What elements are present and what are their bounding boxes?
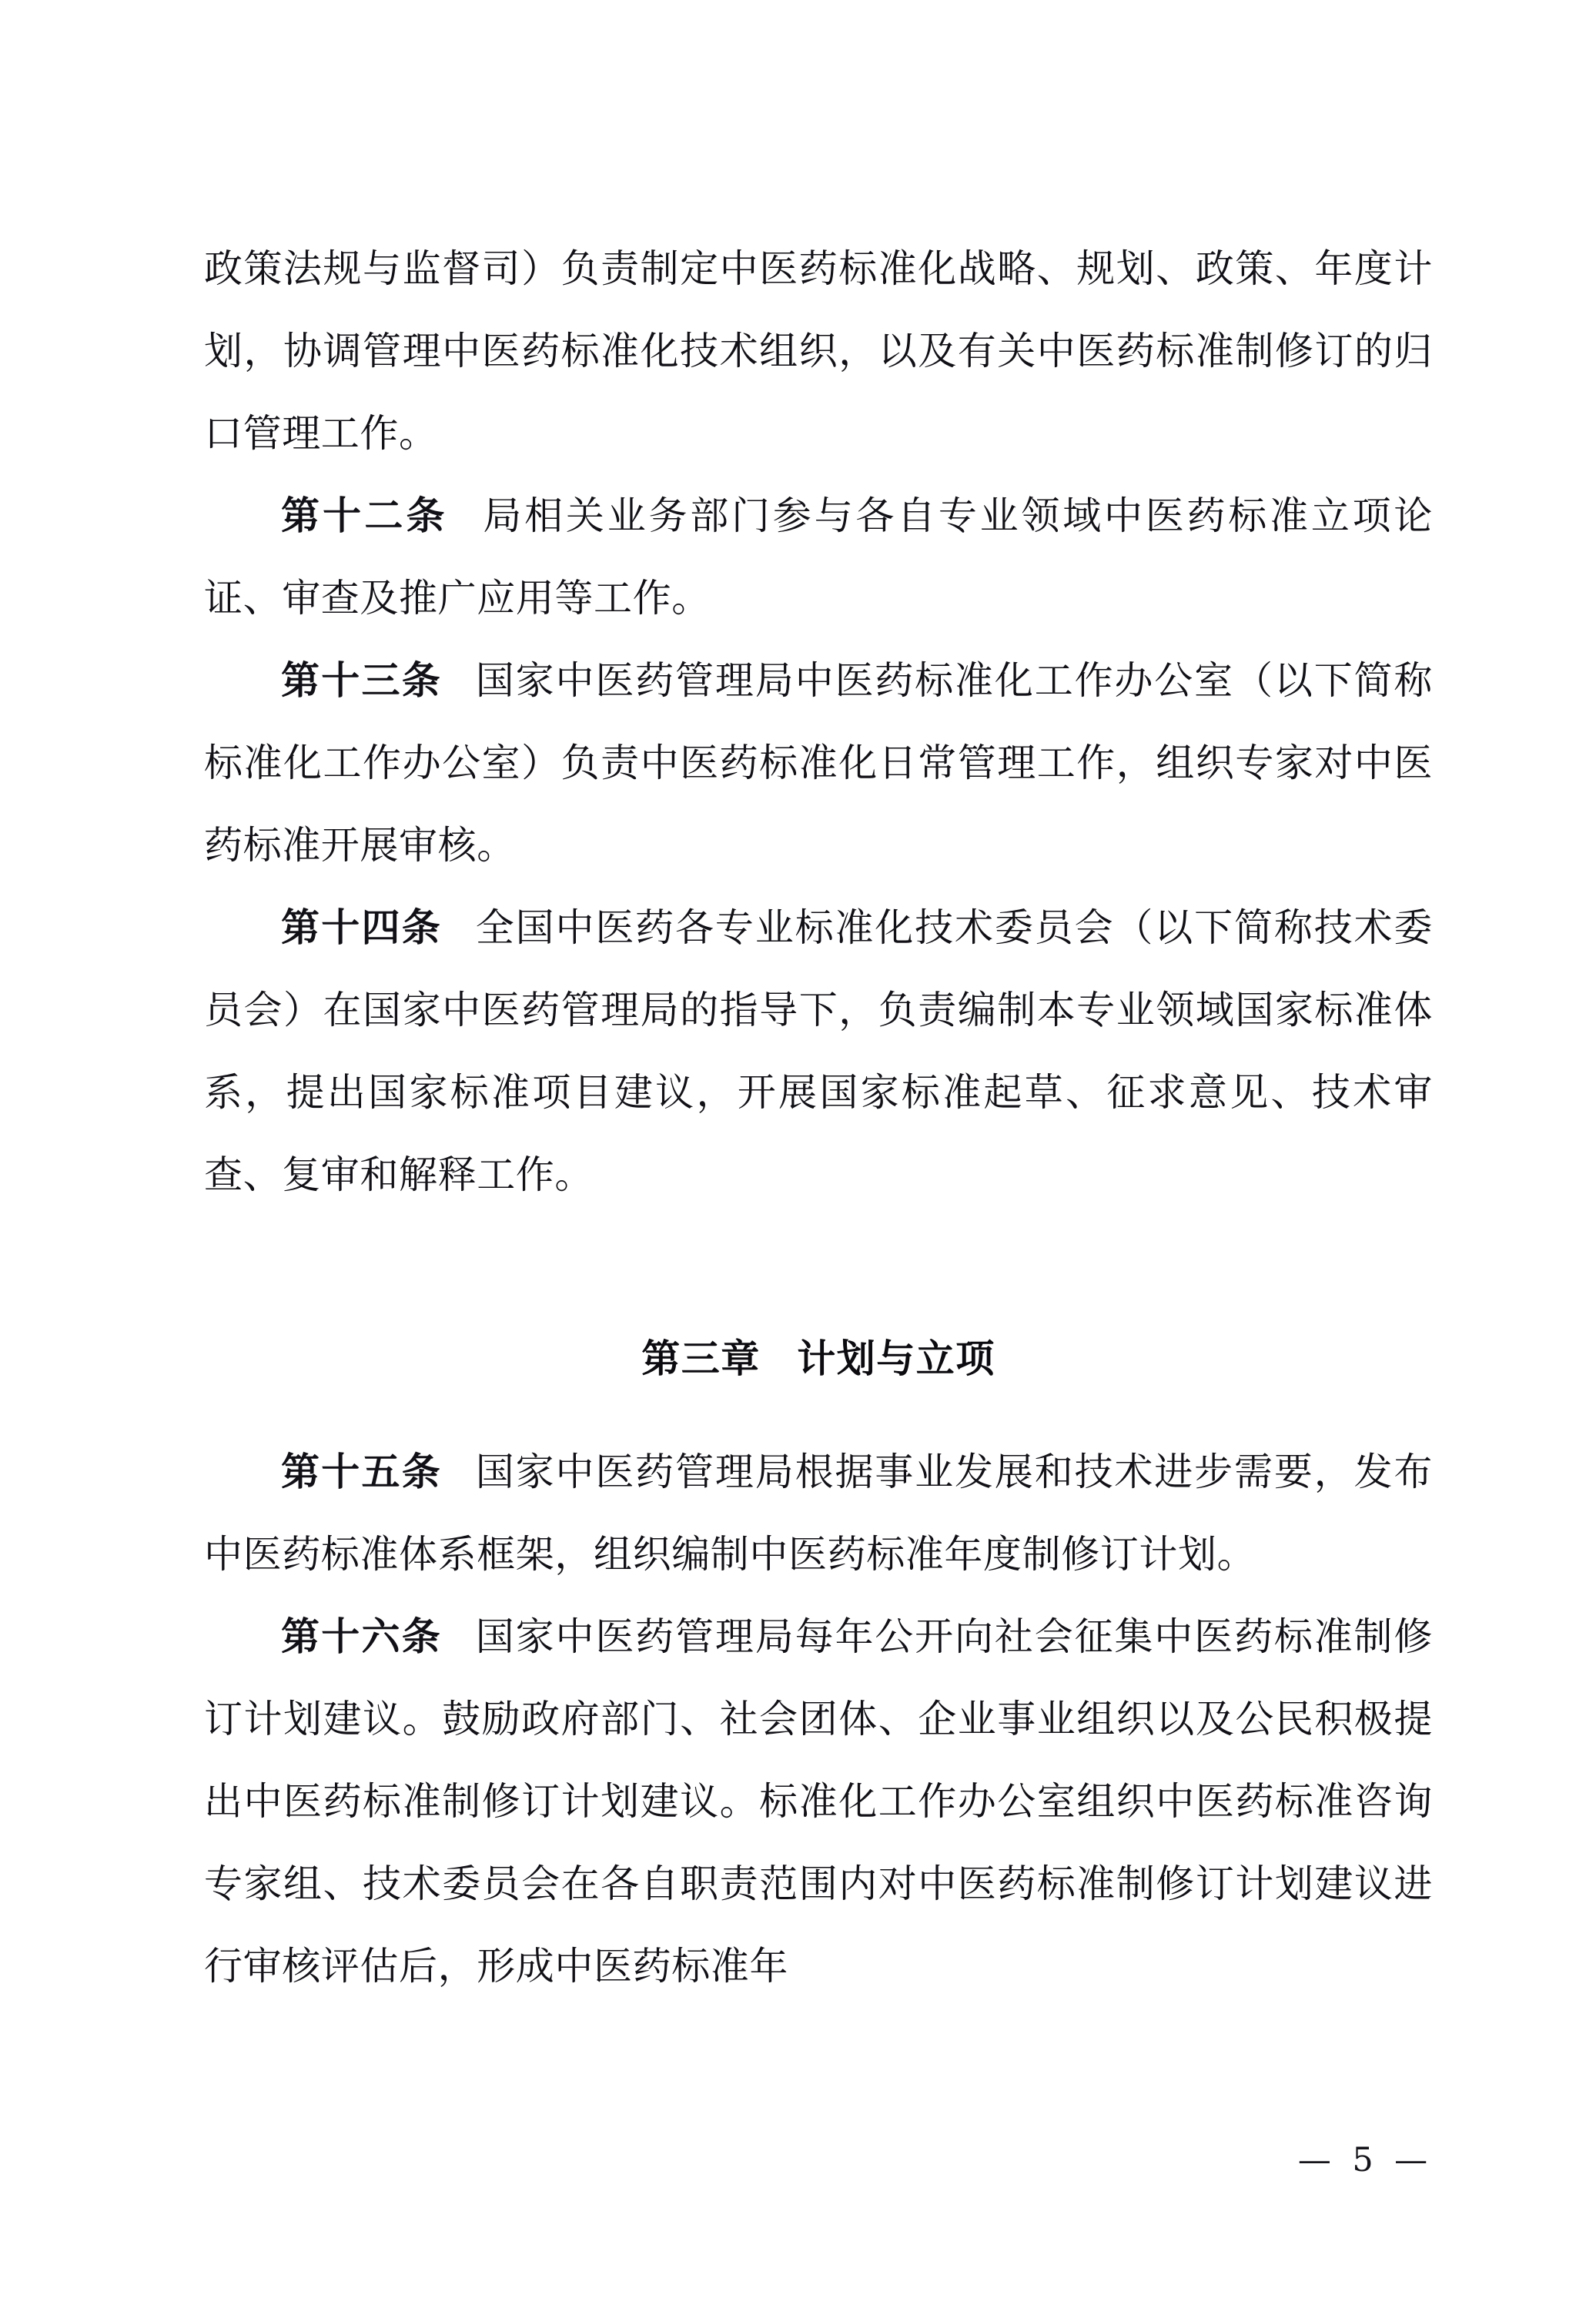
chapter-title: 计划与立项 <box>797 1336 995 1381</box>
article-paragraph-15 <box>204 1431 1433 1596</box>
article-marker-12: 第十二条 <box>281 493 448 538</box>
article-body-15: 国家中医药管理局根据事业发展和技术进步需要，发布中医药标准体系框架，组织编制中医药标准年度制修订计划。 <box>204 1450 1433 1577</box>
page-text-column <box>204 228 1433 2008</box>
article-marker-16: 第十六条 <box>281 1614 443 1659</box>
page-number-footer: — 5 — <box>1297 2141 1433 2179</box>
chapter-number: 第三章 <box>641 1336 761 1381</box>
article-marker-13: 第十三条 <box>281 658 443 703</box>
chapter-heading-3 <box>204 1318 1433 1400</box>
article-paragraph-12 <box>204 475 1433 640</box>
paragraph-continued-article-11: 政策法规与监督司）负责制定中医药标准化战略、规划、政策、年度计划，协调管理中医药标准化技术组织，以及有关中医药标准制修订的归口管理工作。 <box>204 246 1433 456</box>
article-body-16: 国家中医药管理局每年公开向社会征集中医药标准制修订计划建议。鼓励政府部门、社会团体、企业事业组织以及公民积极提出中医药标准制修订计划建议。标准化工作办公室组织中医药标准咨询专家组、技术委员会在各自职责范围内对中医药标准制修订计划建议进行审核评估后，形成中医药标准年 <box>204 1614 1433 1989</box>
article-marker-15: 第十五条 <box>281 1450 443 1494</box>
article-body-13: 国家中医药管理局中医药标准化工作办公室（以下简称标准化工作办公室）负责中医药标准化日常管理工作，组织专家对中医药标准开展审核。 <box>204 658 1433 868</box>
article-paragraph-13 <box>204 640 1433 887</box>
article-body-12: 局相关业务部门参与各自专业领域中医药标准立项论证、审查及推广应用等工作。 <box>204 493 1433 620</box>
article-marker-14: 第十四条 <box>281 905 443 950</box>
article-paragraph-14 <box>204 887 1433 1216</box>
article-paragraph-16 <box>204 1596 1433 2008</box>
chapter-heading-space-above <box>204 1216 1433 1318</box>
article-body-14: 全国中医药各专业标准化技术委员会（以下简称技术委员会）在国家中医药管理局的指导下，负责编制本专业领域国家标准体系，提出国家标准项目建议，开展国家标准起草、征求意见、技术审查、复审和解释工作。 <box>204 905 1433 1197</box>
chapter-heading-space-below <box>204 1400 1433 1431</box>
